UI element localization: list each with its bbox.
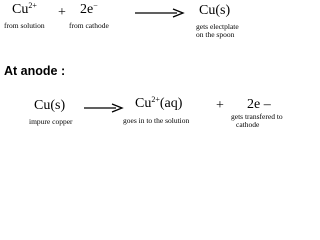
cathode-product: Cu(s) xyxy=(199,3,231,18)
anode-reactant: Cu(s) xyxy=(34,98,66,113)
cathode-cu-ion xyxy=(12,3,37,17)
cathode-reaction-arrow xyxy=(135,8,185,18)
anode-electrons: 2e – xyxy=(247,97,271,112)
anode-product-ion-state: (aq) xyxy=(159,96,183,111)
cathode-cu-ion-charge: 2+ xyxy=(28,1,37,10)
anode-electrons-note-line2: cathode xyxy=(236,120,260,129)
anode-product-ion-charge: 2+ xyxy=(151,95,160,104)
anode-plus-sign: + xyxy=(216,98,224,113)
cathode-product-note-line2: on the spoon xyxy=(196,30,235,39)
cathode-cu-ion-note: from solution xyxy=(4,21,45,30)
anode-reaction-arrow xyxy=(84,103,124,113)
anode-product-note: goes in to the solution xyxy=(123,116,190,125)
anode-heading: At anode : xyxy=(4,64,66,78)
anode-product-ion xyxy=(135,97,182,111)
anode-reactant-note: impure copper xyxy=(29,117,73,126)
cathode-cu-ion-symbol: Cu xyxy=(12,2,29,17)
cathode-product-note-line1: gets electplate xyxy=(196,22,239,31)
cathode-plus-sign: + xyxy=(58,5,66,20)
cathode-electrons xyxy=(80,3,98,17)
anode-product-ion-symbol: Cu xyxy=(135,96,152,111)
cathode-electrons-symbol: 2e xyxy=(80,2,94,17)
cathode-electrons-note: from cathode xyxy=(69,21,109,30)
anode-electrons-note-line1: gets transfered to xyxy=(231,112,283,121)
cathode-electrons-charge: − xyxy=(93,1,98,10)
